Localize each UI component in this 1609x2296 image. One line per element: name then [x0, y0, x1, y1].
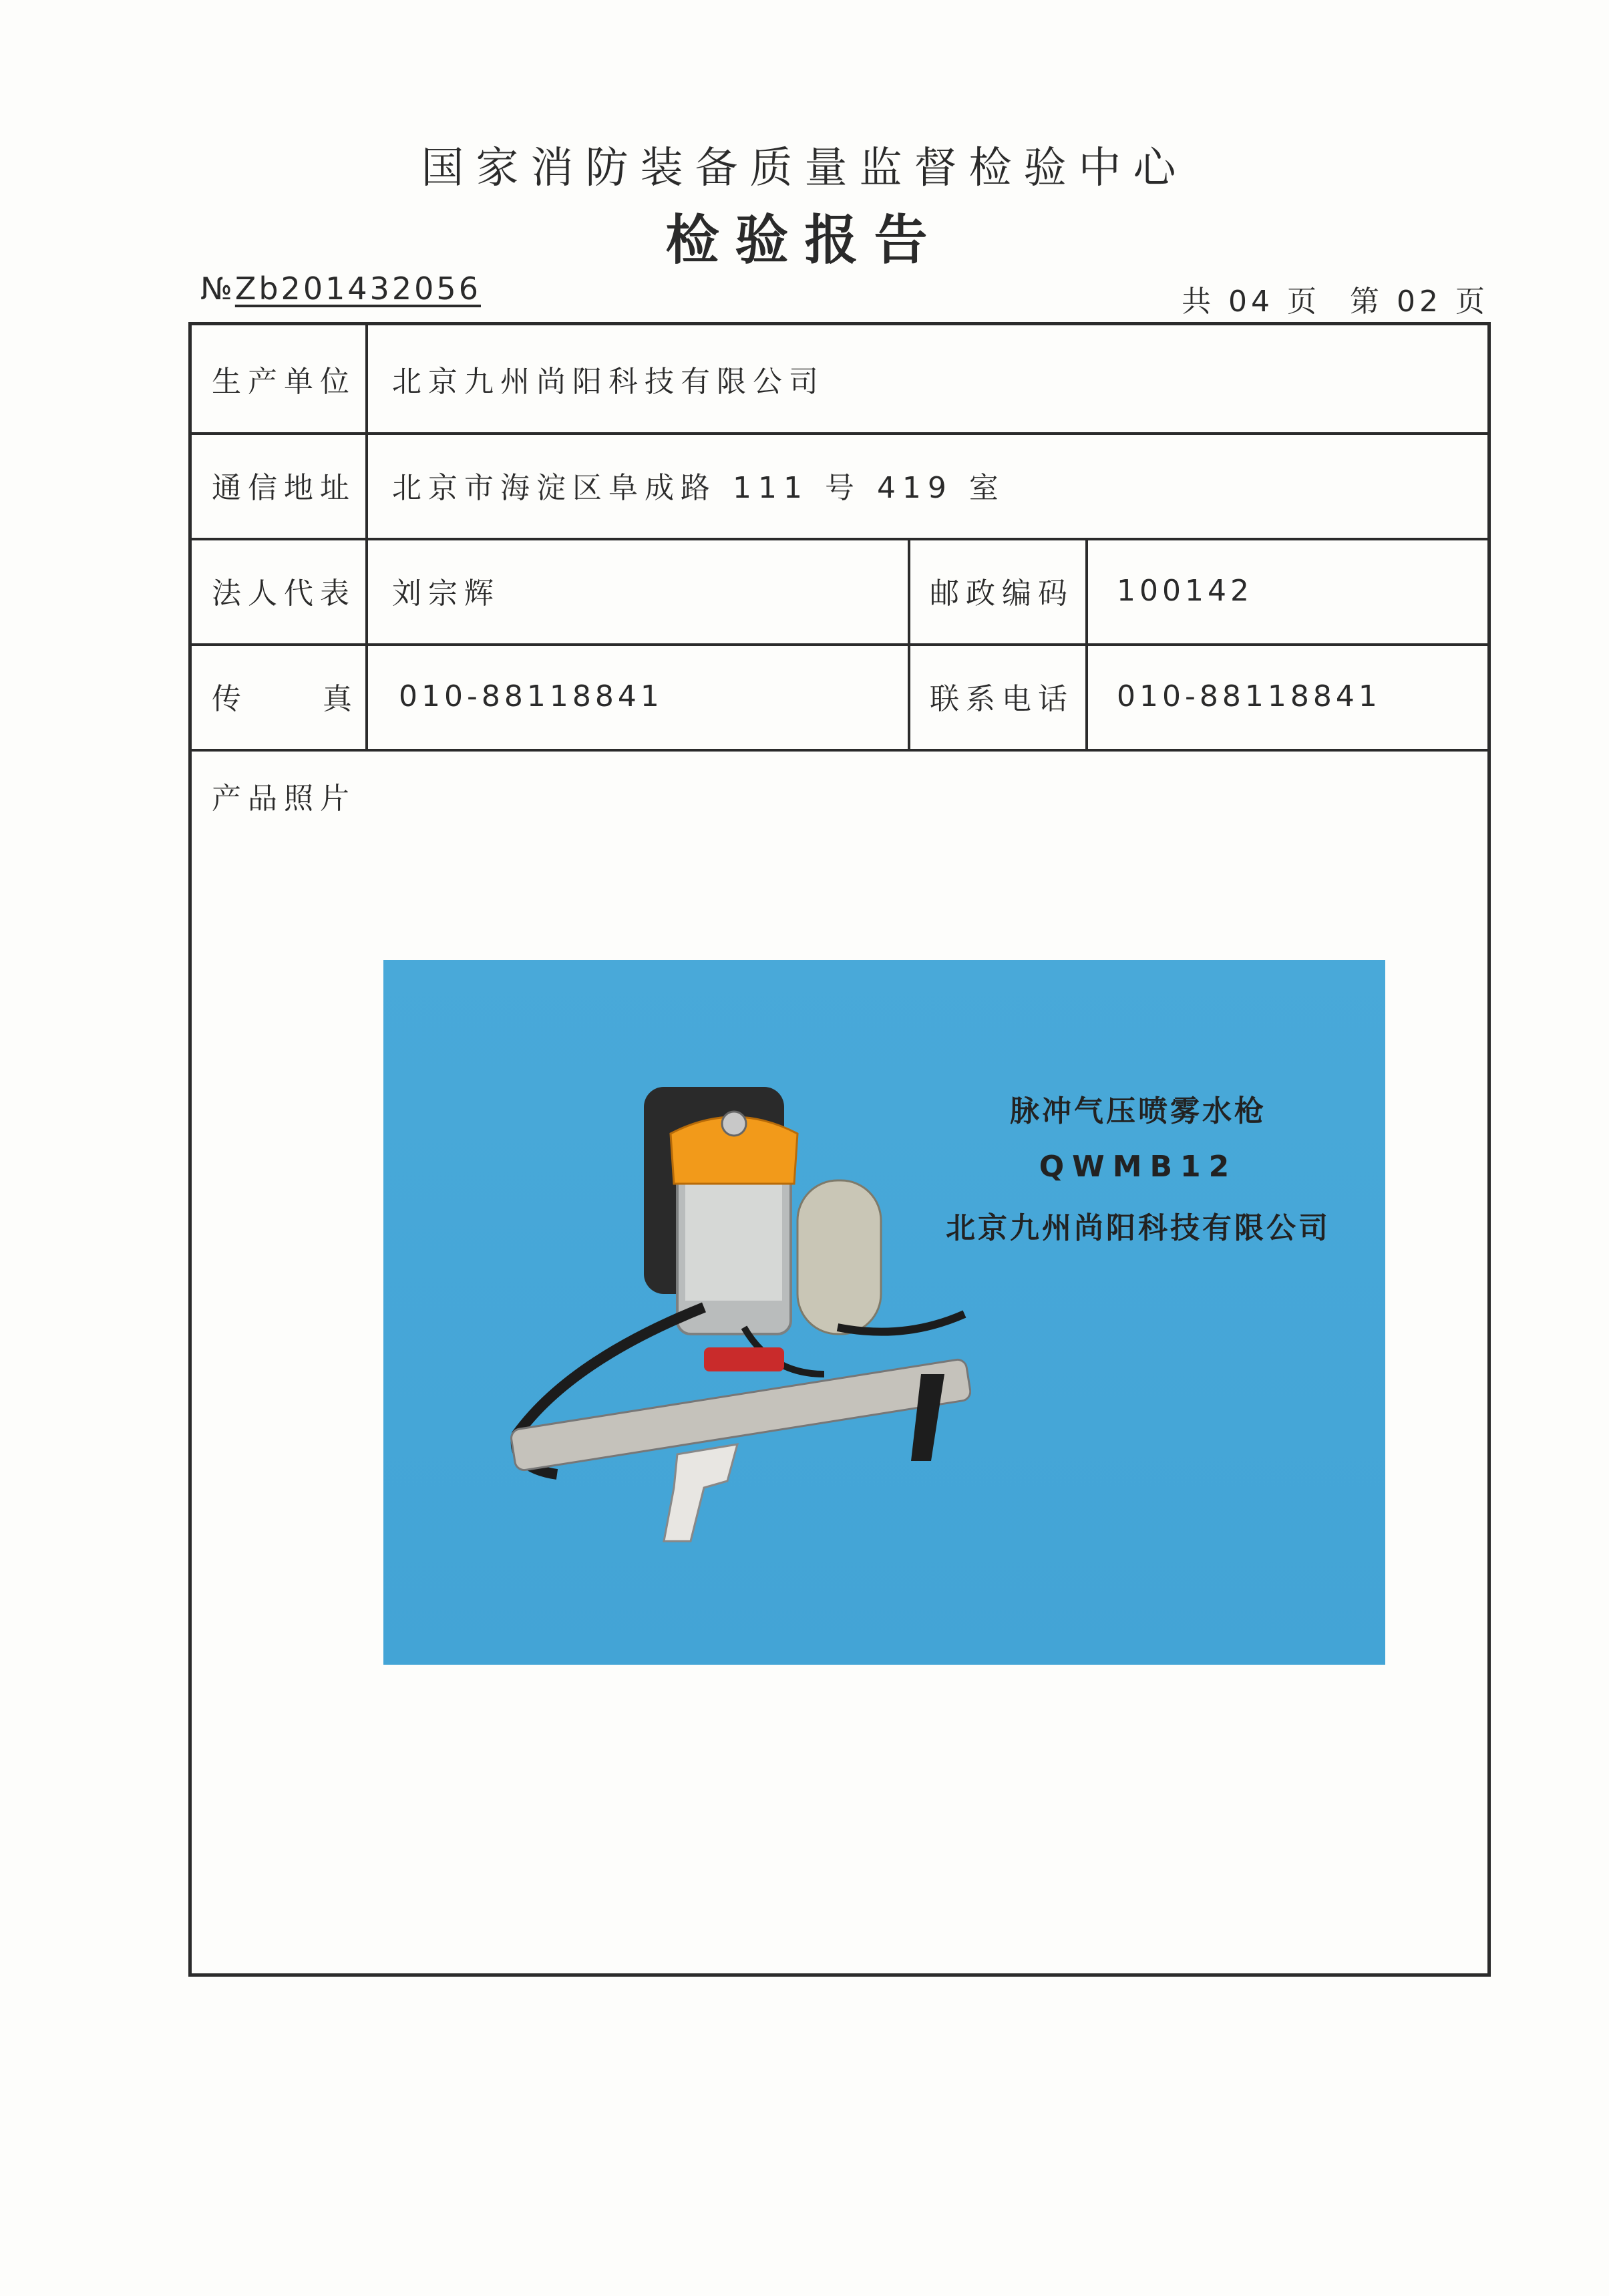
report-table [188, 322, 1491, 1977]
report-number [200, 271, 481, 307]
row-divider [192, 538, 1487, 540]
manufacturer-label: 生产单位 [212, 365, 356, 399]
postcode-value: 100142 [1117, 573, 1253, 608]
organization-title: 国家消防装备质量监督检验中心 [421, 144, 1188, 193]
legal-rep-value: 刘宗辉 [392, 577, 500, 611]
phone-value: 010-88118841 [1117, 679, 1381, 713]
product-name: 脉冲气压喷雾水枪 [1010, 1094, 1266, 1128]
photo-label: 产品照片 [212, 782, 356, 816]
photo-company: 北京九州尚阳科技有限公司 [946, 1211, 1330, 1245]
column-divider [1085, 538, 1088, 750]
fax-label [212, 643, 352, 749]
fax-label-char-1: 传 [212, 682, 241, 716]
product-model: QWMB12 [1039, 1150, 1238, 1184]
row-divider [192, 749, 1487, 752]
page-info [1182, 277, 1489, 320]
fire-equipment-illustration [423, 1060, 971, 1608]
address-value: 北京市海淀区阜成路 111 号 419 室 [392, 471, 1005, 505]
phone-label: 联系电话 [930, 682, 1074, 716]
fax-value: 010-88118841 [399, 679, 663, 713]
document-title: 检验报告 [665, 209, 944, 271]
column-divider [365, 325, 368, 750]
total-pages: 共 04 页 [1182, 285, 1321, 319]
postcode-label: 邮政编码 [930, 577, 1074, 611]
legal-rep-label: 法人代表 [212, 577, 356, 611]
photo-caption [931, 1087, 1345, 1267]
column-divider [908, 538, 910, 750]
fax-label-char-2: 真 [323, 682, 352, 716]
report-number-prefix: № [200, 271, 235, 307]
product-photo [383, 960, 1385, 1665]
manufacturer-value: 北京九州尚阳科技有限公司 [392, 365, 825, 399]
current-page: 第 02 页 [1350, 285, 1489, 319]
address-label: 通信地址 [212, 471, 356, 505]
report-number-value: Zb201432056 [234, 271, 481, 307]
